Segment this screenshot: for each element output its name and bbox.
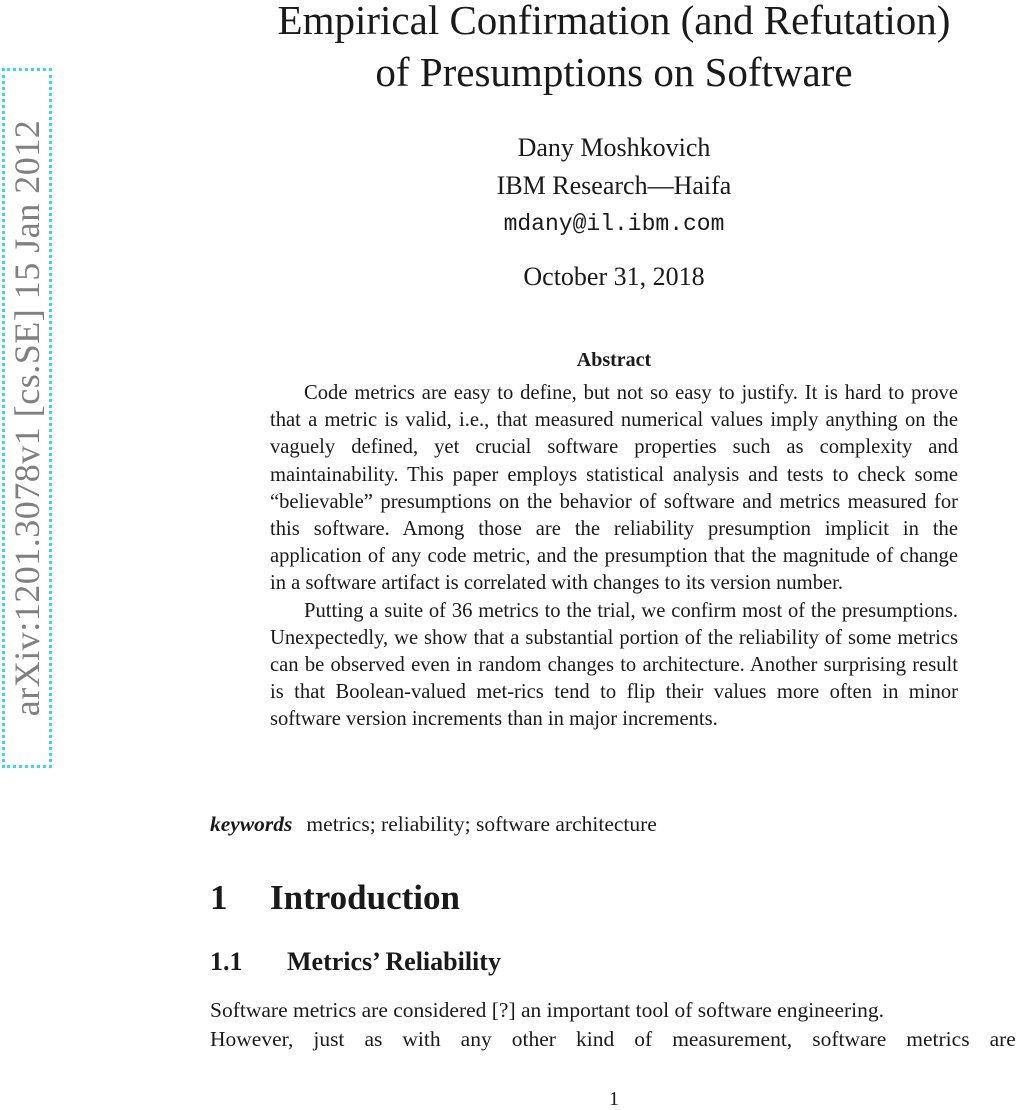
keywords-line	[210, 812, 657, 837]
body-word: of	[634, 1027, 653, 1051]
body-word: are	[989, 1027, 1016, 1051]
body-word: metrics	[906, 1027, 970, 1051]
body-word: kind	[575, 1027, 615, 1051]
abstract-paragraph-2: Putting a suite of 36 metrics to the trial, we confirm most of the presumptions. Unexpectedly, we show that a substantial portion of the reliability of some metrics can be observed even in random changes to architecture. Another surprising result is that Boolean-valued met-rics tend to flip their values more often in minor software version increments than in major increments.	[270, 599, 958, 731]
body-line-2	[210, 1025, 1016, 1054]
body-word: However,	[210, 1027, 294, 1051]
abstract-body	[270, 380, 958, 734]
section-title: Introduction	[270, 878, 460, 917]
arxiv-identifier: arXiv:1201.3078v1 [cs.SE] 15 Jan 2012	[7, 119, 47, 717]
paper-date: October 31, 2018	[523, 262, 705, 291]
page-number: 1	[609, 1088, 619, 1110]
body-word: as	[364, 1027, 383, 1051]
title-line-1: Empirical Confirmation (and Refutation)	[277, 0, 951, 43]
subsection-heading	[210, 947, 501, 977]
paper-title	[210, 0, 1018, 98]
author-block	[210, 129, 1018, 243]
body-word: other	[511, 1027, 556, 1051]
body-word: software	[812, 1027, 887, 1051]
arxiv-stamp	[2, 68, 52, 768]
author-name: Dany Moshkovich	[517, 133, 711, 162]
abstract-paragraph-1: Code metrics are easy to define, but not so easy to justify. It is hard to prove that a metric is valid, i.e., that measured numerical values imply anything on the vaguely defined, yet crucial software properties such as complexity and maintainability. This paper employs statistical analysis and tests to check some “believable” presumptions on the behavior of software and metrics measured for this software. Among those are the reliability presumption implicit in the application of any code metric, and the presumption that the magnitude of change in a software artifact is correlated with changes to its version number.	[270, 382, 958, 595]
keywords-label: keywords	[210, 812, 293, 836]
body-word: measurement,	[672, 1027, 793, 1051]
title-line-2: of Presumptions on Software	[375, 49, 853, 95]
keywords-text: metrics; reliability; software architecture	[306, 812, 657, 836]
section-heading	[210, 878, 460, 918]
section-number: 1	[210, 878, 228, 917]
abstract-heading: Abstract	[576, 349, 652, 371]
author-email: mdany@il.ibm.com	[503, 211, 725, 237]
body-word: just	[313, 1027, 345, 1051]
body-word: any	[460, 1027, 492, 1051]
subsection-number: 1.1	[210, 947, 243, 976]
subsection-title: Metrics’ Reliability	[287, 947, 501, 976]
body-line-1: Software metrics are considered [?] an important tool of software engineering.	[210, 998, 885, 1022]
body-word: with	[402, 1027, 441, 1051]
body-text	[210, 996, 1016, 1054]
author-affiliation: IBM Research—Haifa	[496, 171, 732, 200]
